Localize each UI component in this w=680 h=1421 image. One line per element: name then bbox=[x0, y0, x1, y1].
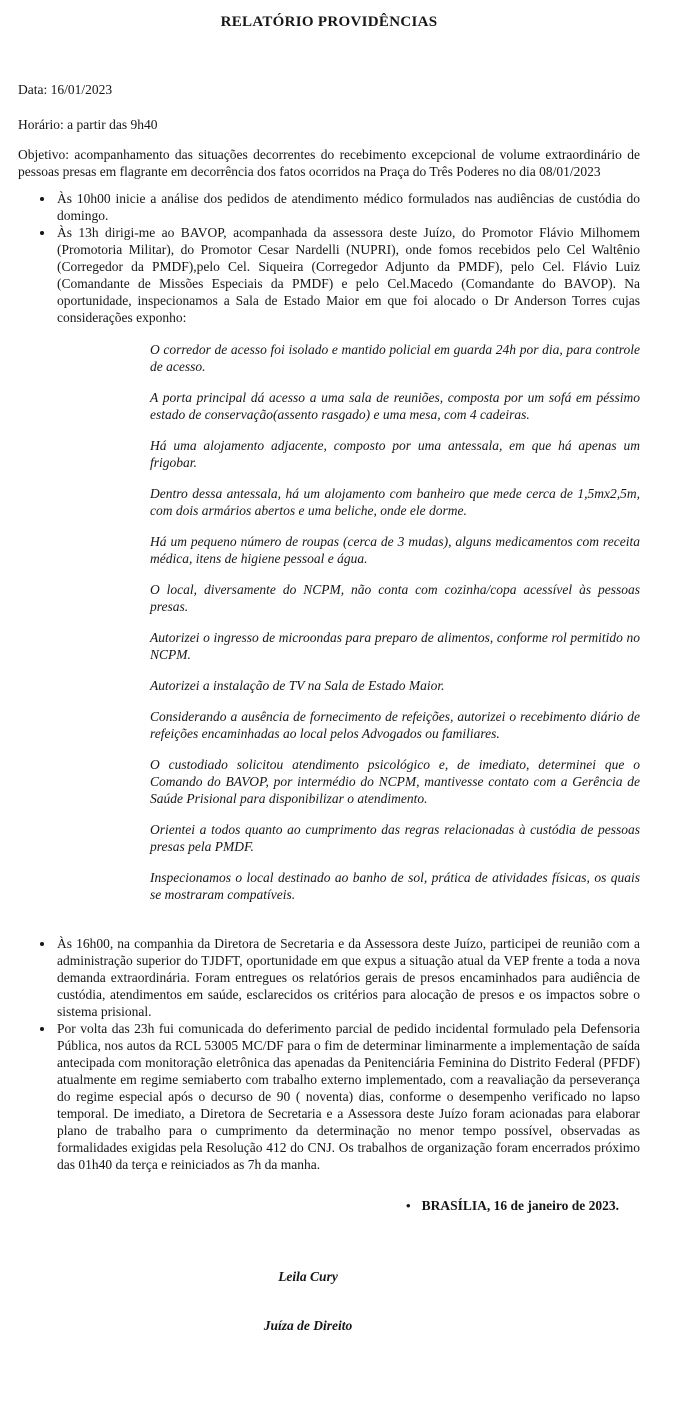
afternoon-bullet-list bbox=[18, 935, 640, 1173]
list-item: • Às 10h00 inicie a análise dos pedidos de atendimento médico formulados nas audiências de custódia do domingo. bbox=[55, 190, 640, 224]
date-line: Data: 16/01/2023 bbox=[18, 82, 113, 97]
observation-paragraph: Dentro dessa antessala, há um alojamento com banheiro que mede cerca de 1,5mx2,5m, com dois armários abertos e uma beliche, onde ele dorme. bbox=[150, 486, 640, 518]
signature-block bbox=[18, 1268, 640, 1334]
document-title: RELATÓRIO PROVIDÊNCIAS bbox=[220, 14, 438, 30]
observation-paragraph: Orientei a todos quanto ao cumprimento das regras relacionadas à custódia de pessoas presas pela PMDF. bbox=[150, 822, 640, 854]
list-item: • Por volta das 23h fui comunicada do deferimento parcial de pedido incidental formulado pela Defensoria Pública, nos autos da RCL 53005 MC/DF para o fim de determinar liminarmente a implementação de saída antecipada com monitoração eletrônica das apenadas da Penitenciária Feminina do Distrito Federal (PFDF) atualmente em regime semiaberto com trabalho externo implementado, com a reavaliação da perseverança do regime especial após o decurso de 90 ( noventa) dias, conforme o desempenho verificado no lapso temporal. De imediato, a Diretora de Secretaria e a Assessora deste Juízo foram acionadas para elaborar plano de trabalho para o cumprimento da determinação no menor tempo possível, observadas as formalidades exigidas pela Resolução 412 do CNJ. Os trabalhos de organização foram encerrados próximo das 01h40 da terça e reiniciados as 7h da manha. bbox=[55, 1020, 640, 1173]
observation-paragraph: Considerando a ausência de fornecimento de refeições, autorizei o recebimento diário de refeições encaminhadas ao local pelos Advogados ou familiares. bbox=[150, 709, 640, 741]
observation-paragraph: A porta principal dá acesso a uma sala de reuniões, composta por um sofá em péssimo estado de conservação(assento rasgado) e uma mesa, com 4 cadeiras. bbox=[150, 390, 640, 422]
observation-paragraph: Há uma alojamento adjacente, composto por uma antessala, em que há apenas um frigobar. bbox=[150, 438, 640, 470]
observation-paragraph: Autorizei o ingresso de microondas para preparo de alimentos, conforme rol permitido no NCPM. bbox=[150, 630, 640, 662]
morning-bullet-list bbox=[18, 190, 640, 326]
list-item: • Às 13h dirigi-me ao BAVOP, acompanhada da assessora deste Juízo, do Promotor Flávio Milhomem (Promotoria Militar), do Promotor Cesar Nardelli (NUPRI), onde fomos recebidos pelo Cel Waltênio (Corregedor da PMDF),pelo Cel. Siqueira (Corregedor Adjunto da PMDF), pelo Cel. Flávio Luiz (Comandante de Missões Especiais da PMDF) e pelo Cel.Macedo (Comandante do BAVOP). Na oportunidade, inspecionamos a Sala de Estado Maior em que foi alocado o Dr Anderson Torres cujas considerações exponho: bbox=[55, 224, 640, 326]
observation-paragraph: O custodiado solicitou atendimento psicológico e, de imediato, determinei que o Comando do BAVOP, por intermédio do NCPM, mantivesse contato com a Gerência de Saúde Prisional para disponibilizar o atendimento. bbox=[150, 757, 640, 806]
observation-paragraph: O local, diversamente do NCPM, não conta com cozinha/copa acessível às pessoas presas. bbox=[150, 582, 640, 614]
closing-place-date-row bbox=[406, 1197, 640, 1214]
objective-paragraph: Objetivo: acompanhamento das situações decorrentes do recebimento excepcional de volume extraordinário de pessoas presas em flagrante em decorrência dos fatos ocorridos na Praça do Três Poderes no dia 08/01/2023 bbox=[18, 147, 640, 179]
time-line: Horário: a partir das 9h40 bbox=[18, 117, 158, 132]
inspection-observations bbox=[150, 341, 640, 903]
signature-name: Leila Cury bbox=[278, 1269, 338, 1284]
closing-place-date: BRASÍLIA, 16 de janeiro de 2023. bbox=[421, 1198, 619, 1213]
observation-paragraph: O corredor de acesso foi isolado e mantido policial em guarda 24h por dia, para controle de acesso. bbox=[150, 342, 640, 374]
observation-paragraph: Autorizei a instalação de TV na Sala de Estado Maior. bbox=[150, 678, 445, 693]
signature-role: Juíza de Direito bbox=[263, 1318, 353, 1333]
list-item: • Às 16h00, na companhia da Diretora de Secretaria e da Assessora deste Juízo, participei de reunião com a administração superior do TJDFT, oportunidade em que expus a situação atual da VEP frente a toda a nova demanda extraordinária. Foram entregues os relatórios gerais de presos encaminhados para audiência de custódia, atendimentos em saúde, esclarecidos os critérios para alocação de presos e os impactos sobre o sistema prisional. bbox=[55, 935, 640, 1020]
observation-paragraph: Inspecionamos o local destinado ao banho de sol, prática de atividades físicas, os quais se mostraram compatíveis. bbox=[150, 870, 640, 902]
bullet-icon: • bbox=[406, 1198, 411, 1213]
observation-paragraph: Há um pequeno número de roupas (cerca de 3 mudas), alguns medicamentos com receita médica, itens de higiene pessoal e água. bbox=[150, 534, 640, 566]
